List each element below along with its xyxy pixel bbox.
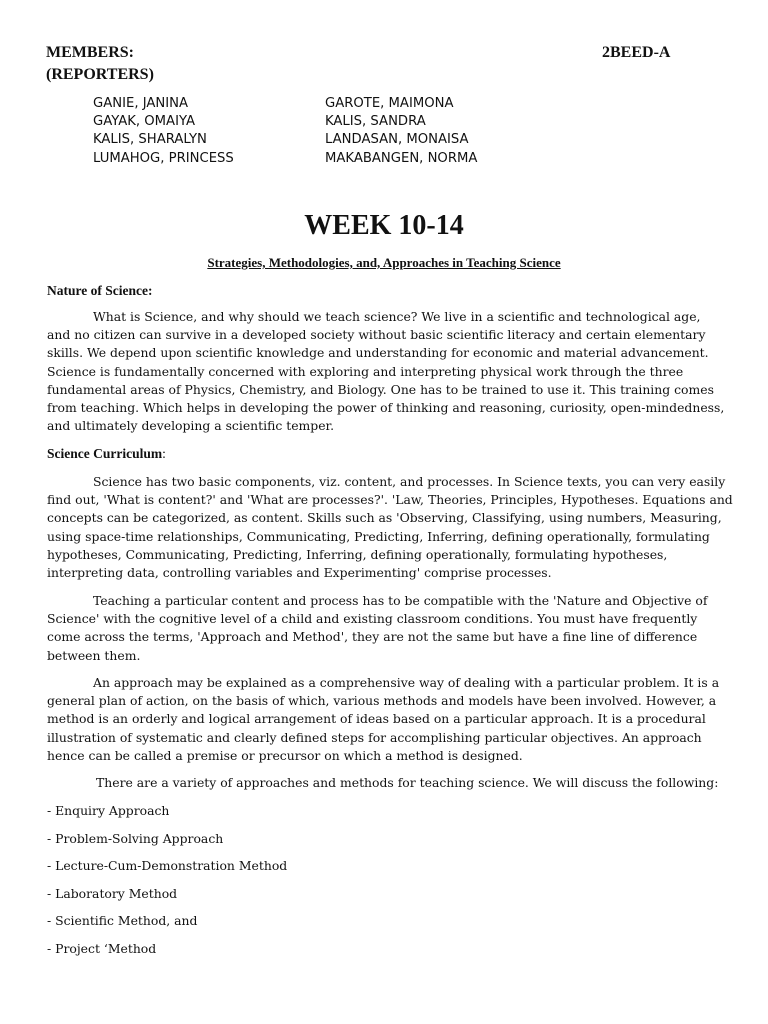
section-label: 2BEED-A xyxy=(602,44,671,61)
science-curriculum-heading-text: Science Curriculum xyxy=(47,446,163,461)
paragraph-line: Science is fundamentally concerned with exploring and interpreting physical work through the three xyxy=(47,363,684,379)
paragraph-line: There are a variety of approaches and methods for teaching science. We will discuss the following: xyxy=(96,775,719,790)
paragraph-line: using space-time relationships, Communicating, Predicting, Inferring, defining operationally, formulating xyxy=(47,528,710,544)
page-title: WEEK 10-14 xyxy=(304,210,464,241)
paragraph-line: interpreting data, controlling variables and Experimenting' comprise processes. xyxy=(47,565,552,581)
paragraph-line: skills. We depend upon scientific knowledge and understanding for economic and material advancement. xyxy=(47,345,709,361)
paragraph-line: hence can be called a premise or precursor on which a method is designed. xyxy=(47,747,523,763)
member-name: KALIS, SHARALYN xyxy=(93,132,207,148)
members-row xyxy=(93,113,477,131)
paragraph-line: come across the terms, 'Approach and Method', they are not the same but have a fine line of difference xyxy=(47,629,698,645)
paragraph-line: fundamental areas of Physics, Chemistry, and Biology. One has to be trained to use it. This training comes xyxy=(47,381,714,397)
member-name: LUMAHOG, PRINCESS xyxy=(93,150,234,166)
paragraph-line: What is Science, and why should we teach science? We live in a scientific and technological age, xyxy=(93,309,701,324)
nature-of-science-paragraph xyxy=(47,308,725,435)
member-name: GAROTE, MAIMONA xyxy=(325,96,454,111)
member-name: GAYAK, OMAIYA xyxy=(93,114,196,130)
curriculum-paragraph-approach xyxy=(47,674,721,765)
paragraph-line: Teaching a particular content and process has to be compatible with the 'Nature and Objective of xyxy=(93,593,708,608)
paragraph-line: Science has two basic components, viz. content, and processes. In Science texts, you can very easily xyxy=(93,474,726,489)
paragraph-line: and ultimately developing a scientific temper. xyxy=(47,418,335,434)
nature-of-science-heading: Nature of Science: xyxy=(47,283,153,298)
members-label: MEMBERS: xyxy=(46,44,134,61)
member-name: KALIS, SANDRA xyxy=(325,114,426,130)
paragraph-line: method is an orderly and logical arrangement of ideas based on a particular approach. It is a procedural xyxy=(47,711,706,727)
paragraph-line: An approach may be explained as a comprehensive way of dealing with a particular problem. It is a xyxy=(93,675,720,690)
reporters-label: (REPORTERS) xyxy=(46,66,154,83)
science-curriculum-heading xyxy=(47,446,166,462)
member-name: LANDASAN, MONAISA xyxy=(325,132,469,148)
curriculum-paragraph-intro-list xyxy=(47,774,721,792)
paragraph-line: Science' with the cognitive level of a child and existing classroom conditions. You must have frequently xyxy=(47,611,698,627)
list-item: - Lecture-Cum-Demonstration Method xyxy=(47,858,288,873)
methods-list xyxy=(47,802,287,967)
paragraph-line: from teaching. Which helps in developing the power of thinking and reasoning, curiosity, open-mindedness, xyxy=(47,400,725,416)
paragraph-line: between them. xyxy=(47,647,141,663)
list-item: - Problem-Solving Approach xyxy=(47,830,224,846)
list-item: - Scientific Method, and xyxy=(47,913,198,928)
page-subtitle: Strategies, Methodologies, and, Approaches in Teaching Science xyxy=(207,255,561,270)
paragraph-line: general plan of action, on the basis of which, various methods and models have been involved. However, a xyxy=(47,693,717,709)
paragraph-line: find out, 'What is content?' and 'What are processes?'. 'Law, Theories, Principles, Hypotheses. Equations and xyxy=(47,492,733,508)
member-name: MAKABANGEN, NORMA xyxy=(325,150,478,166)
curriculum-paragraph-components xyxy=(47,473,733,582)
members-row xyxy=(93,150,477,168)
members-list xyxy=(93,95,477,168)
paragraph-line: concepts can be categorized, as content. Skills such as 'Observing, Classifying, using numbers, Measuring, xyxy=(47,510,722,526)
list-item: - Enquiry Approach xyxy=(47,803,170,818)
members-row xyxy=(93,95,477,113)
member-name: GANIE, JANINA xyxy=(93,96,189,111)
paragraph-line: hypotheses, Communicating, Predicting, Inferring, defining operationally, formulating hypotheses, xyxy=(47,546,668,562)
heading-colon: : xyxy=(162,446,166,461)
members-row xyxy=(93,131,477,149)
list-item: - Project ‘Method xyxy=(47,940,157,956)
list-item: - Laboratory Method xyxy=(47,885,178,901)
paragraph-line: illustration of systematic and clearly defined steps for accomplishing particular objectives. An approach xyxy=(47,729,702,745)
curriculum-paragraph-teaching xyxy=(47,592,721,665)
paragraph-line: and no citizen can survive in a developed society without basic scientific literacy and certain elementary xyxy=(47,327,706,343)
